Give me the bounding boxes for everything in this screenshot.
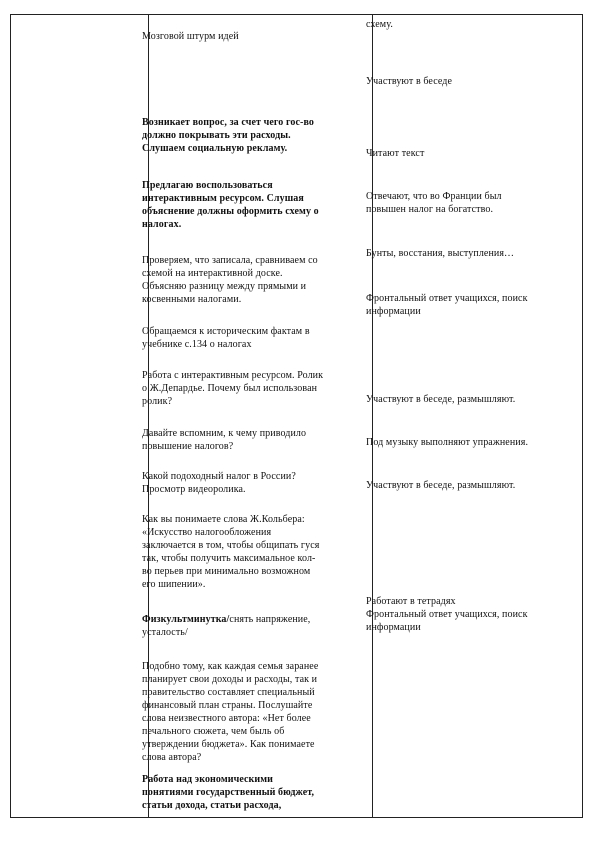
text-notebooks: Работают в тетрадях Фронтальный ответ учащихся, поиск информации [366, 596, 528, 633]
physical-break-rest: снять напряжение, усталость/ [142, 614, 311, 638]
text-check-scheme: Проверяем, что записала, сравниваем со схемой на интерактивной доске. Объясняю разницу между прямыми и косвенными налогами. [142, 255, 318, 305]
text-frontal-answer-1: Фронтальный ответ учащихся, поиск информации [366, 293, 528, 317]
text-france-tax: Отвечают, что во Франции был повышен налог на богатство. [366, 191, 502, 215]
text-interactive-resource: Предлагаю воспользоваться интерактивным ресурсом. Слушая объяснение должны оформить схему о налогах. [142, 180, 319, 230]
physical-break-label: Физкультминутка/ [142, 614, 230, 625]
text-tax-increase: Давайте вспомним, к чему приводило повышение налогов? [142, 428, 307, 452]
text-physical-break [142, 613, 310, 639]
text-participate-1: Участвуют в беседе [366, 76, 453, 87]
text-question-expenses: Возникает вопрос, за счет чего гос-во должно покрывать эти расходы. Слушаем социальную рекламу. [142, 117, 314, 154]
text-exercises: Под музыку выполняют упражнения. [366, 437, 529, 448]
text-income-tax: Какой подоходный налог в России? Просмотр видеоролика. [142, 471, 296, 495]
text-read: Читают текст [366, 148, 425, 159]
column-divider [372, 15, 373, 817]
text-riots: Бунты, восстания, выступления… [366, 248, 515, 259]
text-scheme: схему. [366, 19, 393, 30]
text-participate-2: Участвуют в беседе, размышляют. [366, 394, 516, 405]
text-brainstorm: Мозговой штурм идей [142, 31, 239, 42]
text-participate-3: Участвуют в беседе, размышляют. [366, 480, 516, 491]
text-historical-facts: Обращаемся к историческим фактам в учебнике с.134 о налогах [142, 326, 310, 350]
text-colbert-quote: Как вы понимаете слова Ж.Кольбера: «Искусство налогообложения заключается в том, чтобы общипать гуся так, чтобы получить максимальное кол- во перьев при минимально возможном его шипении». [142, 514, 320, 590]
text-budget-intro: Подобно тому, как каждая семья заранее планирует свои доходы и расходы, так и правительство составляет специальный финансовый план страны. Послушайте слова неизвестного автора: «Нет более печального сюжета, чем быль об утверждении бюджета». Как понимаете слова автора? [142, 661, 319, 763]
text-economic-concepts: Работа над экономическими понятиями государственный бюджет, статьи дохода, статьи расхода, [142, 774, 315, 811]
text-depardieu-video: Работа с интерактивным ресурсом. Ролик о Ж.Депардье. Почему был использован ролик? [142, 370, 324, 407]
